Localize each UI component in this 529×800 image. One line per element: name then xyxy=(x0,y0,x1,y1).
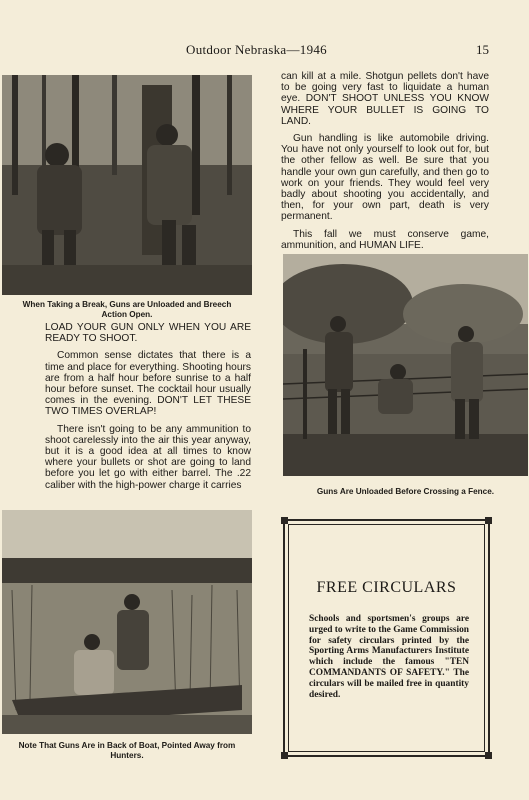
paragraph: Common sense dictates that there is a time and place for everything. Shooting hours are from a half hour before sunrise to a half hour before sunset. The cocktail hour usually comes in the evening. DON'T LET THESE TWO TIMES OVERLAP! xyxy=(45,350,251,418)
free-circulars-box xyxy=(283,519,490,757)
right-column xyxy=(281,71,489,257)
paragraph: There isn't going to be any ammunition to shoot carelessly into the air this year anyway, but it is a good idea at all times to know where your bullets or shot are going to land before you let go with either barrel. The .22 caliber with the high-power charge it carries xyxy=(45,423,251,491)
photo-hunters-at-fence xyxy=(283,254,528,476)
box-corner xyxy=(485,752,492,759)
photo-hunters-in-boat xyxy=(2,510,252,734)
photo-hunters-resting xyxy=(2,75,252,295)
box-corner xyxy=(281,752,288,759)
page-number: 15 xyxy=(476,42,489,57)
section-heading: LOAD YOUR GUN ONLY WHEN YOU ARE READY TO SHOOT. xyxy=(45,322,251,345)
page-header xyxy=(0,42,529,58)
paragraph: Gun handling is like automobile driving. You have not only yourself to look out for, but the other fellow as well. Be sure that you handle your own gun carefully, and then go to work on your friends. They would feel very badly about shooting you accidentally, and then, for your own part, death is very permanent. xyxy=(281,133,489,223)
running-title: Outdoor Nebraska—1946 xyxy=(186,42,327,57)
paragraph: This fall we must conserve game, ammunition, and HUMAN LIFE. xyxy=(281,228,489,251)
box-corner xyxy=(485,517,492,524)
box-text: Schools and sportsmen's groups are urged to write to the Game Commission for safety circulars printed by the Sporting Arms Manufacturers Institute which include the famous "TEN COMMANDANTS OF SAFETY." The circulars will be mailed free in quantity desired. xyxy=(309,614,469,700)
photo-3-caption: Note That Guns Are in Back of Boat, Pointed Away from Hunters. xyxy=(18,741,236,760)
photo-2-caption: Guns Are Unloaded Before Crossing a Fence. xyxy=(316,487,495,496)
photo-1-caption: When Taking a Break, Guns are Unloaded and Breech Action Open. xyxy=(22,300,232,319)
box-corner xyxy=(281,517,288,524)
box-title: FREE CIRCULARS xyxy=(316,579,457,596)
paragraph: can kill at a mile. Shotgun pellets don't have to be going very fast to liquidate a human eye. DON'T SHOOT UNLESS YOU KNOW WHERE YOUR BULLET IS GOING TO LAND. xyxy=(281,71,489,127)
left-column xyxy=(45,322,251,497)
